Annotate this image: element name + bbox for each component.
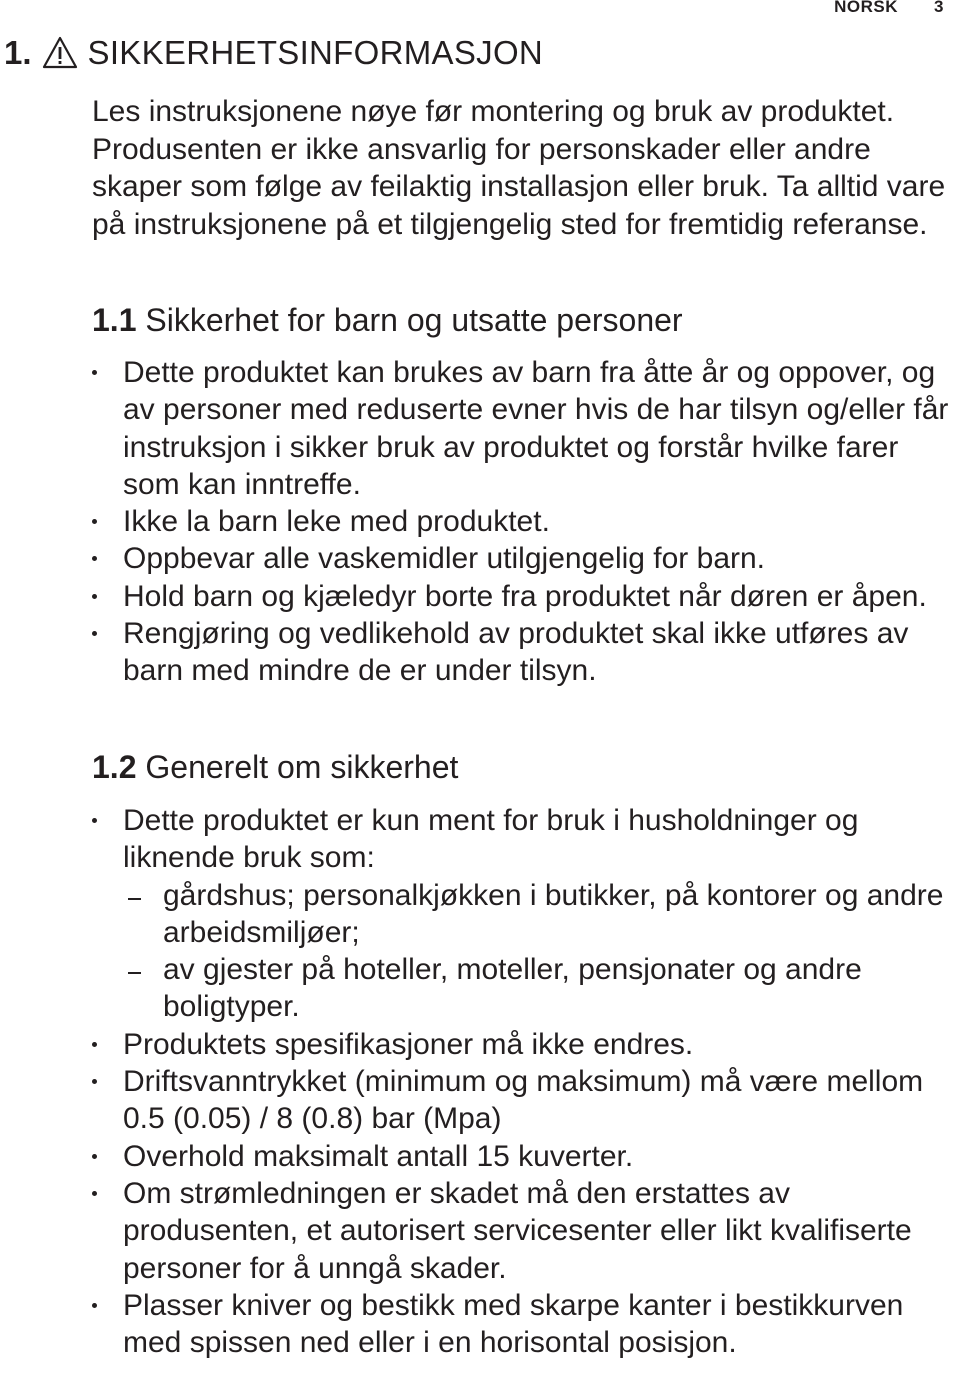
page-number: 3 [934, 0, 944, 16]
list-item: Driftsvanntrykket (minimum og maksimum) må være mellom 0.5 (0.05) / 8 (0.8) bar (Mpa) [92, 1063, 952, 1138]
dash [128, 972, 141, 974]
bullet [92, 1042, 97, 1047]
list-item: Rengjøring og vedlikehold av produktet skal ikke utføres av barn med mindre de er under tilsyn. [92, 615, 952, 690]
subsection-2-list [92, 802, 952, 1361]
list-item: Plasser kniver og bestikk med skarpe kanter i bestikkurven med spissen ned eller i en horisontal posisjon. [92, 1287, 952, 1362]
subsection-1-title: Sikkerhet for barn og utsatte personer [136, 302, 683, 338]
list-item: Oppbevar alle vaskemidler utilgjengelig for barn. [92, 540, 952, 577]
subsection-2-number: 1.2 [92, 749, 137, 785]
list-item: Ikke la barn leke med produktet. [92, 503, 952, 540]
subsection-2-heading [92, 748, 458, 786]
list-item: Hold barn og kjæledyr borte fra produktet når døren er åpen. [92, 578, 952, 615]
bullet [92, 1154, 97, 1159]
dash [128, 898, 141, 900]
language-label: NORSK [834, 0, 899, 16]
warning-triangle-icon [42, 36, 78, 70]
bullet [92, 1191, 97, 1196]
subsection-1-number: 1.1 [92, 302, 137, 338]
list-item: Overhold maksimalt antall 15 kuverter. [92, 1138, 952, 1175]
list-item: Produktets spesifikasjoner må ikke endres. [92, 1026, 952, 1063]
bullet [92, 370, 97, 375]
list-item: Dette produktet er kun ment for bruk i husholdninger og liknende bruk som: gårdshus; personalkjøkken i butikker, på kontorer og andre arbeidsmiljøer; av gjester på hoteller, moteller, pensjonater og andre boligtyper. [92, 802, 952, 1026]
bullet [92, 1303, 97, 1308]
intro-paragraph: Les instruksjonene nøye før montering og bruk av produktet. Produsenten er ikke ansvarlig for personskader eller andre skaper som følge av feilaktig installasjon eller bruk. Ta alltid vare på instruksjonene på et tilgjengelig sted for fremtidig referanse. [92, 95, 946, 241]
list-item: Dette produktet kan brukes av barn fra åtte år og oppover, og av personer med reduserte evner hvis de har tilsyn og/eller får instruksjon i sikker bruk av produktet og forstår hvilke farer som kan inntreffe. [92, 354, 952, 503]
bullet [92, 1079, 97, 1084]
sub-list-item: av gjester på hoteller, moteller, pensjonater og andre boligtyper. [123, 951, 952, 1026]
subsection-1-heading [92, 301, 683, 339]
section-heading [4, 33, 543, 73]
sub-list [123, 877, 952, 1026]
bullet [92, 556, 97, 561]
section-number: 1. [4, 34, 32, 71]
bullet [92, 631, 97, 636]
bullet [92, 818, 97, 823]
sub-list-item: gårdshus; personalkjøkken i butikker, på kontorer og andre arbeidsmiljøer; [123, 877, 952, 952]
subsection-2-title: Generelt om sikkerhet [136, 749, 459, 785]
bullet [92, 594, 97, 599]
list-item: Om strømledningen er skadet må den erstattes av produsenten, et autorisert servicesenter eller likt kvalifiserte personer for å unngå skader. [92, 1175, 952, 1287]
subsection-1-list [92, 354, 952, 690]
page-header [834, 0, 944, 17]
section-title: SIKKERHETSINFORMASJON [87, 34, 544, 71]
bullet [92, 519, 97, 524]
